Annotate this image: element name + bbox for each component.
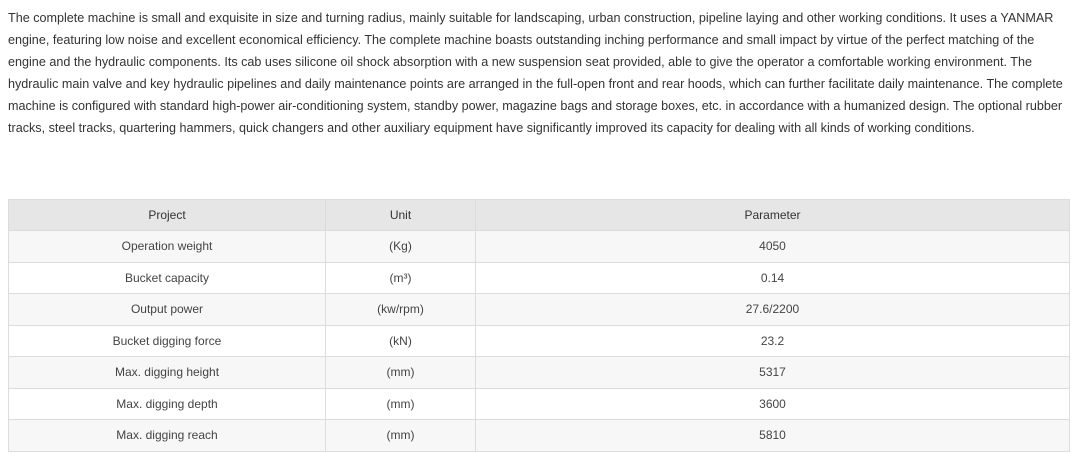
row-project: Operation weight (9, 231, 326, 263)
table-row (9, 294, 1070, 326)
row-project: Bucket capacity (9, 262, 326, 294)
product-description: The complete machine is small and exquisite in size and turning radius, mainly suitable for landscaping, urban construction, pipeline laying and other working conditions. It uses a YANMAR engine, featuring low noise and excellent economical efficiency. The complete machine boasts outstanding inching performance and small impact by virtue of the perfect matching of the engine and the hydraulic components. Its cab uses silicone oil shock absorption with a new suspension seat provided, able to give the operator a comfortable working environment. The hydraulic main valve and key hydraulic pipelines and daily maintenance points are arranged in the full-open front and rear hoods, which can further facilitate daily maintenance. The complete machine is configured with standard high-power air-conditioning system, standby power, magazine bags and storage boxes, etc. in accordance with a humanized design. The optional rubber tracks, steel tracks, quartering hammers, quick changers and other auxiliary equipment have significantly improved its capacity for dealing with all kinds of working conditions. (8, 11, 1063, 135)
header-project: Project (9, 200, 326, 231)
row-parameter: 0.14 (476, 262, 1070, 294)
row-unit: (m³) (326, 262, 476, 294)
row-parameter: 3600 (476, 388, 1070, 420)
row-unit: (Kg) (326, 231, 476, 263)
row-project: Bucket digging force (9, 325, 326, 357)
table-row (9, 231, 1070, 263)
table-row (9, 262, 1070, 294)
row-parameter: 5317 (476, 357, 1070, 389)
table-row (9, 357, 1070, 389)
header-parameter: Parameter (476, 200, 1070, 231)
row-unit: (mm) (326, 388, 476, 420)
row-parameter: 5810 (476, 420, 1070, 452)
row-project: Max. digging depth (9, 388, 326, 420)
spec-table (8, 199, 1070, 452)
row-unit: (mm) (326, 357, 476, 389)
table-row (9, 388, 1070, 420)
row-project: Max. digging height (9, 357, 326, 389)
row-parameter: 23.2 (476, 325, 1070, 357)
row-parameter: 27.6/2200 (476, 294, 1070, 326)
row-unit: (mm) (326, 420, 476, 452)
row-unit: (kN) (326, 325, 476, 357)
table-header-row (9, 200, 1070, 231)
row-project: Output power (9, 294, 326, 326)
header-unit: Unit (326, 200, 476, 231)
row-parameter: 4050 (476, 231, 1070, 263)
row-project: Max. digging reach (9, 420, 326, 452)
table-row (9, 325, 1070, 357)
table-row (9, 420, 1070, 452)
row-unit: (kw/rpm) (326, 294, 476, 326)
